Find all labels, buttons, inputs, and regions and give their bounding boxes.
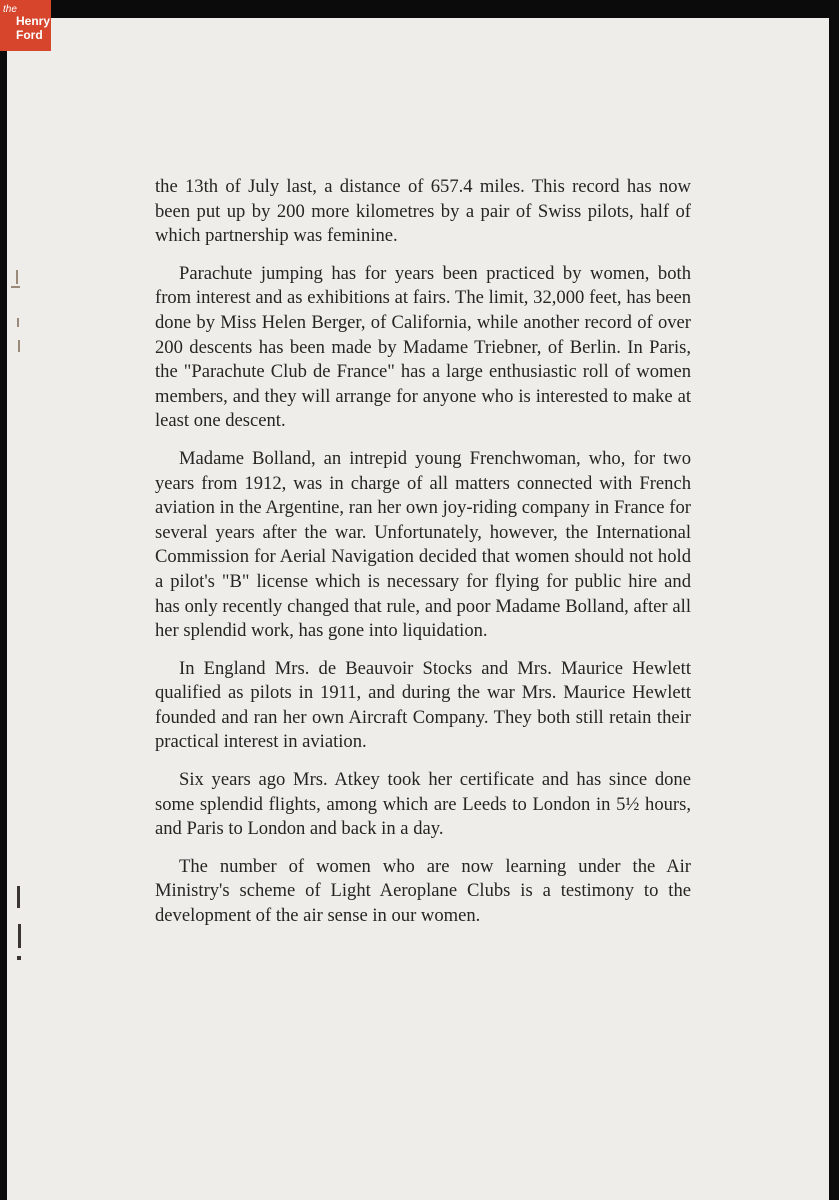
paragraph: the 13th of July last, a distance of 657.4 miles. This record has now been put up by 200 more kilometres by a pair of Swiss pilots, half of which partnership was feminine. xyxy=(155,176,691,247)
binding-mark xyxy=(17,318,19,327)
logo-text-henry: Henry xyxy=(16,14,51,28)
paragraph: In England Mrs. de Beauvoir Stocks and Mrs. Maurice Hewlett qualified as pilots in 1911, and during the war Mrs. Maurice Hewlett founded and ran her own Aircraft Company. They both still retain their practical interest in aviation. xyxy=(155,657,691,753)
paragraph: Six years ago Mrs. Atkey took her certificate and has since done some splendid flights, among which are Leeds to London in 5½ hours, and Paris to London and back in a day. xyxy=(155,769,691,840)
binding-mark xyxy=(18,340,20,352)
document-page xyxy=(7,18,829,1200)
paragraph: The number of women who are now learning under the Air Ministry's scheme of Light Aeroplane Clubs is a testimony to the development of the air sense in our women. xyxy=(155,855,691,927)
paragraph: Madame Bolland, an intrepid young Frenchwoman, who, for two years from 1912, was in charge of all matters connected with French aviation in the Argentine, ran her own joy-riding company in France for several years after the war. Unfortunately, however, the International Commission for Aerial Navigation decided that women should not hold a pilot's "B" license which is necessary for flying for public hire and has only recently changed that rule, and poor Madame Bolland, after all her splendid work, has gone into liquidation. xyxy=(155,447,691,642)
body-text xyxy=(155,175,691,942)
logo-text-the: the xyxy=(3,4,17,15)
binding-mark xyxy=(18,924,21,948)
binding-mark xyxy=(16,270,18,284)
logo-text-ford: Ford xyxy=(16,28,43,42)
henry-ford-logo xyxy=(0,0,51,51)
paragraph: Parachute jumping has for years been practiced by women, both from interest and as exhibitions at fairs. The limit, 32,000 feet, has been done by Miss Helen Berger, of California, while another record of over 200 descents has been made by Madame Triebner, of Berlin. In Paris, the "Parachute Club de France" has a large enthusiastic roll of women members, and they will arrange for anyone who is interested to make at least one descent. xyxy=(155,262,691,432)
binding-mark xyxy=(17,886,20,908)
binding-mark xyxy=(17,956,21,960)
binding-mark xyxy=(11,286,20,288)
